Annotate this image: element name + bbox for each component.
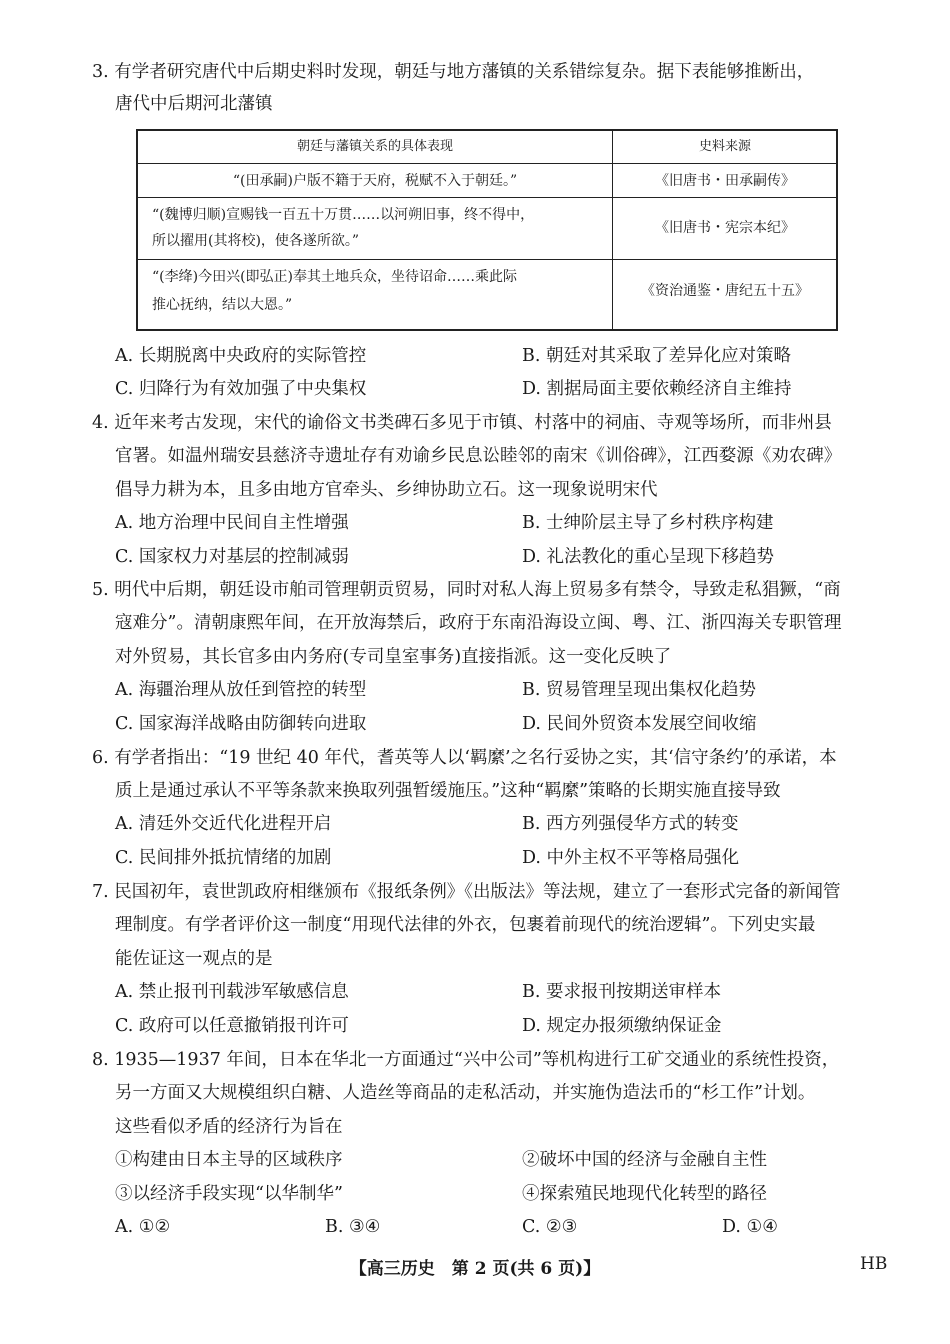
- table-header-source: 史料来源: [698, 139, 751, 154]
- q8-option-a[interactable]: A. ①②: [115, 1217, 171, 1237]
- q4-stem-line2: 官署。如温州瑞安县慈济寺遗址存有劝谕乡民息讼睦邻的南宋《训俗碑》，江西婺源《劝农碑》: [115, 446, 842, 466]
- q6-option-d[interactable]: D. 中外主权不平等格局强化: [522, 848, 740, 868]
- q4-option-a[interactable]: A. 地方治理中民间自主性增强: [115, 513, 349, 533]
- q7-stem-line2: 理制度。有学者评价这一制度“用现代法律的外衣，包裹着前现代的统治逻辑”。下列史实最: [115, 915, 816, 935]
- table-row3-source: 《资治通鉴・唐纪五十五》: [641, 283, 809, 299]
- q6-option-c[interactable]: C. 民间排外抵抗情绪的加剧: [115, 848, 332, 868]
- q5-option-c[interactable]: C. 国家海洋战略由防御转向进取: [115, 714, 367, 734]
- table-row-divider: [138, 163, 836, 164]
- q3-option-a[interactable]: A. 长期脱离中央政府的实际管控: [115, 346, 367, 366]
- q8-stem-line1: 8. 1935—1937 年间，日本在华北一方面通过“兴中公司”等机构进行工矿交通业的系统性投资，: [92, 1050, 840, 1070]
- table-row3-expression-line2: 推心抚纳，结以大恩。”: [152, 297, 293, 313]
- table-row-divider: [138, 259, 836, 260]
- q3-stem-line1: 3. 有学者研究唐代中后期史料时发现，朝廷与地方藩镇的关系错综复杂。据下表能够推断出，: [92, 62, 815, 82]
- table-row1-source: 《旧唐书・田承嗣传》: [655, 173, 795, 189]
- q7-option-a[interactable]: A. 禁止报刊刊载涉军敏感信息: [115, 982, 349, 1002]
- q6-option-b[interactable]: B. 西方列强侵华方式的转变: [522, 814, 739, 834]
- q8-stem-line2: 另一方面又大规模组织白糖、人造丝等商品的走私活动，并实施伪造法币的“杉工作”计划。: [115, 1083, 816, 1103]
- q5-option-b[interactable]: B. 贸易管理呈现出集权化趋势: [522, 680, 756, 700]
- q6-stem-line2: 质上是通过承认不平等条款来换取列强暂缓施压。”这种“羁縻”策略的长期实施直接导致: [115, 781, 781, 801]
- q3-option-c[interactable]: C. 归降行为有效加强了中央集权: [115, 379, 367, 399]
- q5-stem-line1: 5. 明代中后期，朝廷设市舶司管理朝贡贸易，同时对私人海上贸易多有禁令，导致走私猖獗，“商: [92, 580, 841, 600]
- q4-option-d[interactable]: D. 礼法教化的重心呈现下移趋势: [522, 547, 775, 567]
- paper-code: HB: [860, 1254, 888, 1274]
- q8-option-c[interactable]: C. ②③: [522, 1217, 578, 1237]
- q8-option-d[interactable]: D. ①④: [722, 1217, 778, 1237]
- q3-option-d[interactable]: D. 割据局面主要依赖经济自主维持: [522, 379, 792, 399]
- q3-stem-line2: 唐代中后期河北藩镇: [115, 94, 273, 114]
- table-row2-expression-line1: “(魏博归顺)宣赐钱一百五十万贯……以河朔旧事，终不得中，: [152, 207, 535, 223]
- page-footer: 【高三历史 第 2 页(共 6 页)】: [349, 1259, 601, 1279]
- q7-option-b[interactable]: B. 要求报刊按期送审样本: [522, 982, 721, 1002]
- q4-stem-line3: 倡导力耕为本，且多由地方官牵头、乡绅协助立石。这一现象说明宋代: [115, 480, 658, 500]
- table-row2-expression-line2: 所以擢用(其将校)，使各遂所欲。”: [152, 233, 360, 249]
- q8-item-1: ①构建由日本主导的区域秩序: [115, 1150, 343, 1170]
- q4-stem-line1: 4. 近年来考古发现，宋代的谕俗文书类碑石多见于市镇、村落中的祠庙、寺观等场所，而非州县: [92, 413, 832, 433]
- q5-option-a[interactable]: A. 海疆治理从放任到管控的转型: [115, 680, 367, 700]
- table-row1-expression: “(田承嗣)户版不籍于天府，税赋不入于朝廷。”: [232, 173, 518, 189]
- q8-stem-line3: 这些看似矛盾的经济行为旨在: [115, 1117, 343, 1137]
- table-row3-expression-line1: “(李绛)今田兴(即弘正)奉其土地兵众，坐待诏命……乘此际: [152, 269, 518, 285]
- q7-stem-line3: 能佐证这一观点的是: [115, 949, 273, 969]
- q5-stem-line2: 寇难分”。清朝康熙年间，在开放海禁后，政府于东南沿海设立闽、粤、江、浙四海关专职管理: [115, 613, 842, 633]
- q4-option-c[interactable]: C. 国家权力对基层的控制减弱: [115, 547, 349, 567]
- table-row-divider: [138, 197, 836, 198]
- q3-table: [136, 129, 838, 331]
- q8-item-4: ④探索殖民地现代化转型的路径: [522, 1184, 767, 1204]
- q7-option-c[interactable]: C. 政府可以任意撤销报刊许可: [115, 1016, 349, 1036]
- table-row2-source: 《旧唐书・宪宗本纪》: [655, 220, 795, 236]
- q5-stem-line3: 对外贸易，其长官多由内务府(专司皇室事务)直接指派。这一变化反映了: [115, 647, 672, 667]
- q7-option-d[interactable]: D. 规定办报须缴纳保证金: [522, 1016, 722, 1036]
- q8-item-3: ③以经济手段实现“以华制华”: [115, 1184, 343, 1204]
- q6-option-a[interactable]: A. 清廷外交近代化进程开启: [115, 814, 332, 834]
- q7-stem-line1: 7. 民国初年，袁世凯政府相继颁布《报纸条例》《出版法》等法规，建立了一套形式完备的新闻管: [92, 882, 841, 902]
- q5-option-d[interactable]: D. 民间外贸资本发展空间收缩: [522, 714, 757, 734]
- table-column-divider: [612, 131, 613, 329]
- table-header-expression: 朝廷与藩镇关系的具体表现: [296, 139, 453, 154]
- q8-item-2: ②破坏中国的经济与金融自主性: [522, 1150, 767, 1170]
- q8-option-b[interactable]: B. ③④: [325, 1217, 381, 1237]
- q6-stem-line1: 6. 有学者指出：“19 世纪 40 年代，耆英等人以‘羁縻’之名行妥协之实，其‘信守条约’的承诺，本: [92, 748, 837, 768]
- q3-option-b[interactable]: B. 朝廷对其采取了差异化应对策略: [522, 346, 791, 366]
- q4-option-b[interactable]: B. 士绅阶层主导了乡村秩序构建: [522, 513, 774, 533]
